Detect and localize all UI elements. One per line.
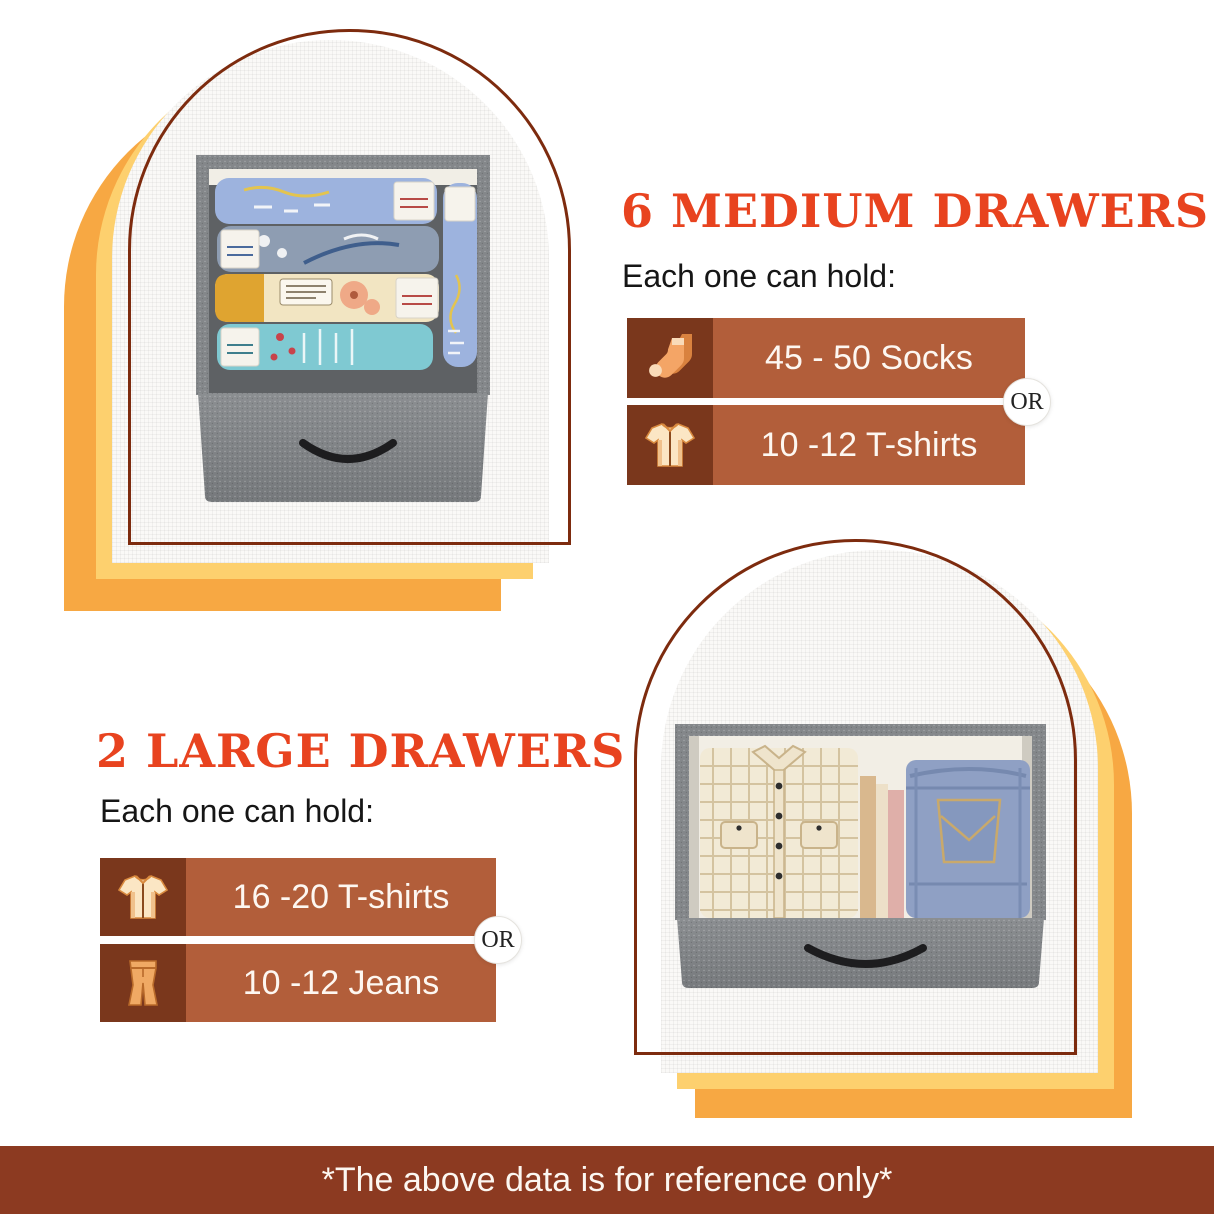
- socks-icon: [627, 318, 713, 398]
- footer-note: *The above data is for reference only*: [321, 1160, 893, 1199]
- large-section-title: 2 LARGE DRAWERS: [96, 724, 626, 778]
- or-badge: OR: [1003, 378, 1051, 426]
- jeans-icon: [100, 944, 186, 1022]
- capacity-row-jeans: [100, 944, 496, 1022]
- capacity-row-tshirts: [100, 858, 496, 936]
- medium-section-title: 6 MEDIUM DRAWERS: [621, 184, 1210, 238]
- capacity-row-tshirts: [627, 405, 1025, 485]
- tshirt-icon: [627, 405, 713, 485]
- capacity-row-socks: [627, 318, 1025, 398]
- capacity-label: 10 -12 T-shirts: [713, 405, 1025, 485]
- capacity-label: 10 -12 Jeans: [186, 944, 496, 1022]
- arch-outline: [128, 29, 571, 545]
- or-badge: OR: [474, 916, 522, 964]
- medium-section-subtitle: Each one can hold:: [622, 258, 896, 294]
- tshirt-icon: [100, 858, 186, 936]
- large-section-subtitle: Each one can hold:: [100, 793, 374, 829]
- capacity-label: 45 - 50 Socks: [713, 318, 1025, 398]
- capacity-label: 16 -20 T-shirts: [186, 858, 496, 936]
- footer-note-strip: [0, 1146, 1214, 1214]
- arch-outline: [634, 539, 1077, 1055]
